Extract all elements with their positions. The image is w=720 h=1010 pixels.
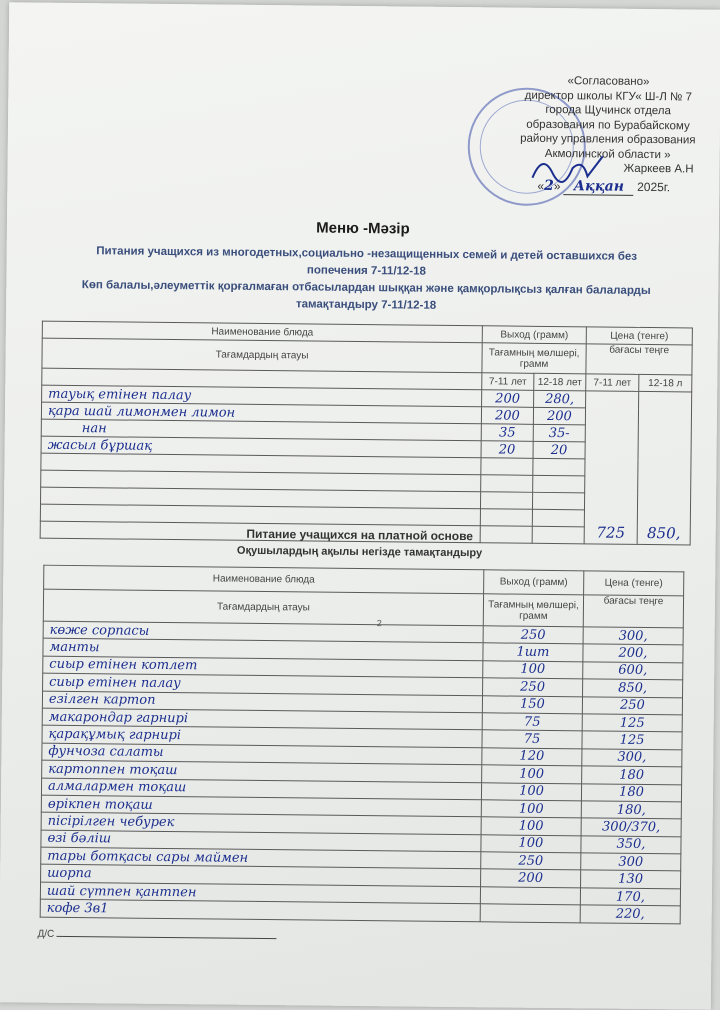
dish-name: алмалармен тоқаш	[41, 778, 481, 800]
dish-name: фунчоза салаты	[42, 743, 482, 765]
yield-value: 20	[481, 441, 533, 459]
col-price-kz: бағасы теңге	[583, 595, 683, 628]
document-page	[0, 2, 720, 1009]
approval-line: директор школы КГУ« Ш-Л № 7	[524, 89, 693, 103]
dish-name: тауық етінен палау	[42, 385, 482, 407]
yield-value: 200	[533, 407, 585, 425]
dish-name: қарақұмық гарнирі	[42, 726, 482, 748]
price-value: 350,	[581, 836, 681, 854]
section-title-ru: Питание учащихся на платной основе	[246, 526, 474, 544]
price-total: 725	[584, 391, 639, 545]
yield-value: 75	[482, 730, 582, 748]
price-value: 600,	[583, 662, 683, 680]
approval-line: образования по Бурабайскому	[526, 118, 690, 132]
menu-table-free	[40, 321, 693, 546]
dish-name: сиыр етінен палау	[43, 673, 483, 695]
yield-value: 250	[483, 678, 583, 696]
subtitle-kz: Көп балалы,әлеуметтік қорғалмаған отбасылардан шыққан және қамқорлықсыз қалған балаларды тамақтандыру 7-11/12-18	[81, 279, 651, 312]
col-name-kz: Тағамдардың атауы	[43, 589, 483, 626]
price-value: 220,	[580, 905, 680, 923]
col-name-ru: Наименование блюда	[42, 321, 482, 343]
yield-value: 100	[481, 782, 581, 800]
age-col: 7-11 лет	[586, 374, 639, 392]
yield-value: 75	[482, 713, 582, 731]
yield-value: 100	[482, 765, 582, 783]
dish-name: кофе 3в1	[40, 899, 480, 921]
price-value: 850,	[583, 679, 683, 697]
approval-date: «2» Аққан 2025г.	[537, 177, 671, 195]
dish-name: нан	[41, 419, 481, 441]
price-value: 170,	[580, 888, 680, 906]
dish-name: манты	[43, 639, 483, 661]
dish-name: езілген картоп	[42, 691, 482, 713]
yield-value: 20	[533, 441, 585, 459]
dish-name: өрікпен тоқаш	[41, 795, 481, 817]
dish-name: тары ботқасы сары маймен	[41, 847, 481, 869]
yield-value: 250	[483, 626, 583, 644]
yield-value: 120	[482, 748, 582, 766]
col-price-ru: Цена (тенге)	[584, 571, 684, 596]
yield-value: 100	[481, 817, 581, 835]
yield-value: 280,	[534, 390, 586, 408]
yield-value: 200	[481, 869, 581, 887]
price-value: 300/370,	[581, 818, 681, 836]
date-day: 2	[543, 177, 554, 195]
price-value: 200,	[583, 644, 683, 662]
col-name-ru: Наименование блюда	[44, 565, 484, 594]
price-value: 180,	[581, 801, 681, 819]
dish-name: жасыл бұршақ	[41, 436, 481, 458]
dish-name: өзі бәліш	[41, 830, 481, 852]
dish-name: шорпа	[41, 865, 481, 887]
col-yield-ru: Выход (грамм)	[482, 326, 586, 344]
dish-name: картоппен тоқаш	[42, 760, 482, 782]
dish-name: қара шай лимонмен лимон	[41, 402, 481, 424]
menu-table-paid	[40, 565, 685, 924]
price-value: 300,	[582, 749, 682, 767]
yield-value: 1шт	[483, 643, 583, 661]
col-yield-kz: Тағамның мөлшері, грамм	[482, 343, 586, 374]
col-yield-ru: Выход (грамм)	[484, 570, 584, 595]
yield-value	[480, 904, 580, 922]
yield-value: 200	[481, 407, 533, 425]
dish-name: пісірілген чебурек	[41, 812, 481, 834]
yield-value: 200	[482, 390, 534, 408]
date-month: Аққан	[573, 178, 625, 195]
price-value: 125	[582, 731, 682, 749]
col-price-kz: бағасы теңге	[586, 344, 692, 375]
footer-label: Д/С	[37, 928, 55, 940]
approval-line: району управления образования	[520, 132, 696, 147]
date-year: 2025г.	[637, 179, 671, 195]
footer-signature	[37, 929, 276, 942]
approver-name: Жаркеев А.Н	[623, 162, 694, 176]
yield-value: 250	[481, 852, 581, 870]
col-name-kz: Тағамдардың атауы	[42, 338, 482, 373]
dish-name: көже сорпасы	[43, 621, 483, 643]
age-col: 7-11 лет	[482, 373, 534, 391]
col-price-ru: Цена (тенге)	[586, 327, 692, 345]
subtitle-ru: Питания учащихся из многодетных,социально -незащищенных семей и детей оставшихся без попечения 7-11/12-18	[96, 245, 638, 278]
yield-value: 100	[481, 800, 581, 818]
price-value: 300,	[583, 627, 683, 645]
dish-name: шай сүтпен қантпен	[40, 882, 480, 904]
price-value: 180	[582, 766, 682, 784]
yield-value: 150	[482, 695, 582, 713]
age-col: 12-18 л	[639, 374, 692, 392]
yield-value	[480, 887, 580, 905]
dish-name: макарондар гарнирі	[42, 708, 482, 730]
yield-value: 100	[483, 661, 583, 679]
price-total: 850,	[637, 391, 692, 545]
yield-value: 35-	[533, 424, 585, 442]
margin-mark: 2	[376, 618, 382, 629]
approval-line: города Щучинск отдела	[545, 103, 671, 118]
section-title-kz: Оқушылардың ақылы негізде тамақтандыру	[236, 544, 483, 560]
price-value: 250	[582, 696, 682, 714]
price-value: 300	[581, 853, 681, 871]
yield-value: 35	[481, 424, 533, 442]
col-yield-kz: Тағамның мөлшері, грамм	[483, 594, 583, 627]
approval-line: «Согласовано»	[567, 75, 650, 89]
yield-value: 100	[481, 834, 581, 852]
age-col: 12-18 лет	[534, 373, 586, 391]
price-value: 130	[581, 870, 681, 888]
price-value: 125	[582, 714, 682, 732]
page-title: Меню -Мәзір	[316, 219, 410, 238]
price-value: 180	[581, 783, 681, 801]
dish-name: сиыр етінен котлет	[43, 656, 483, 678]
approval-line: Акмолинской области »	[544, 147, 671, 161]
